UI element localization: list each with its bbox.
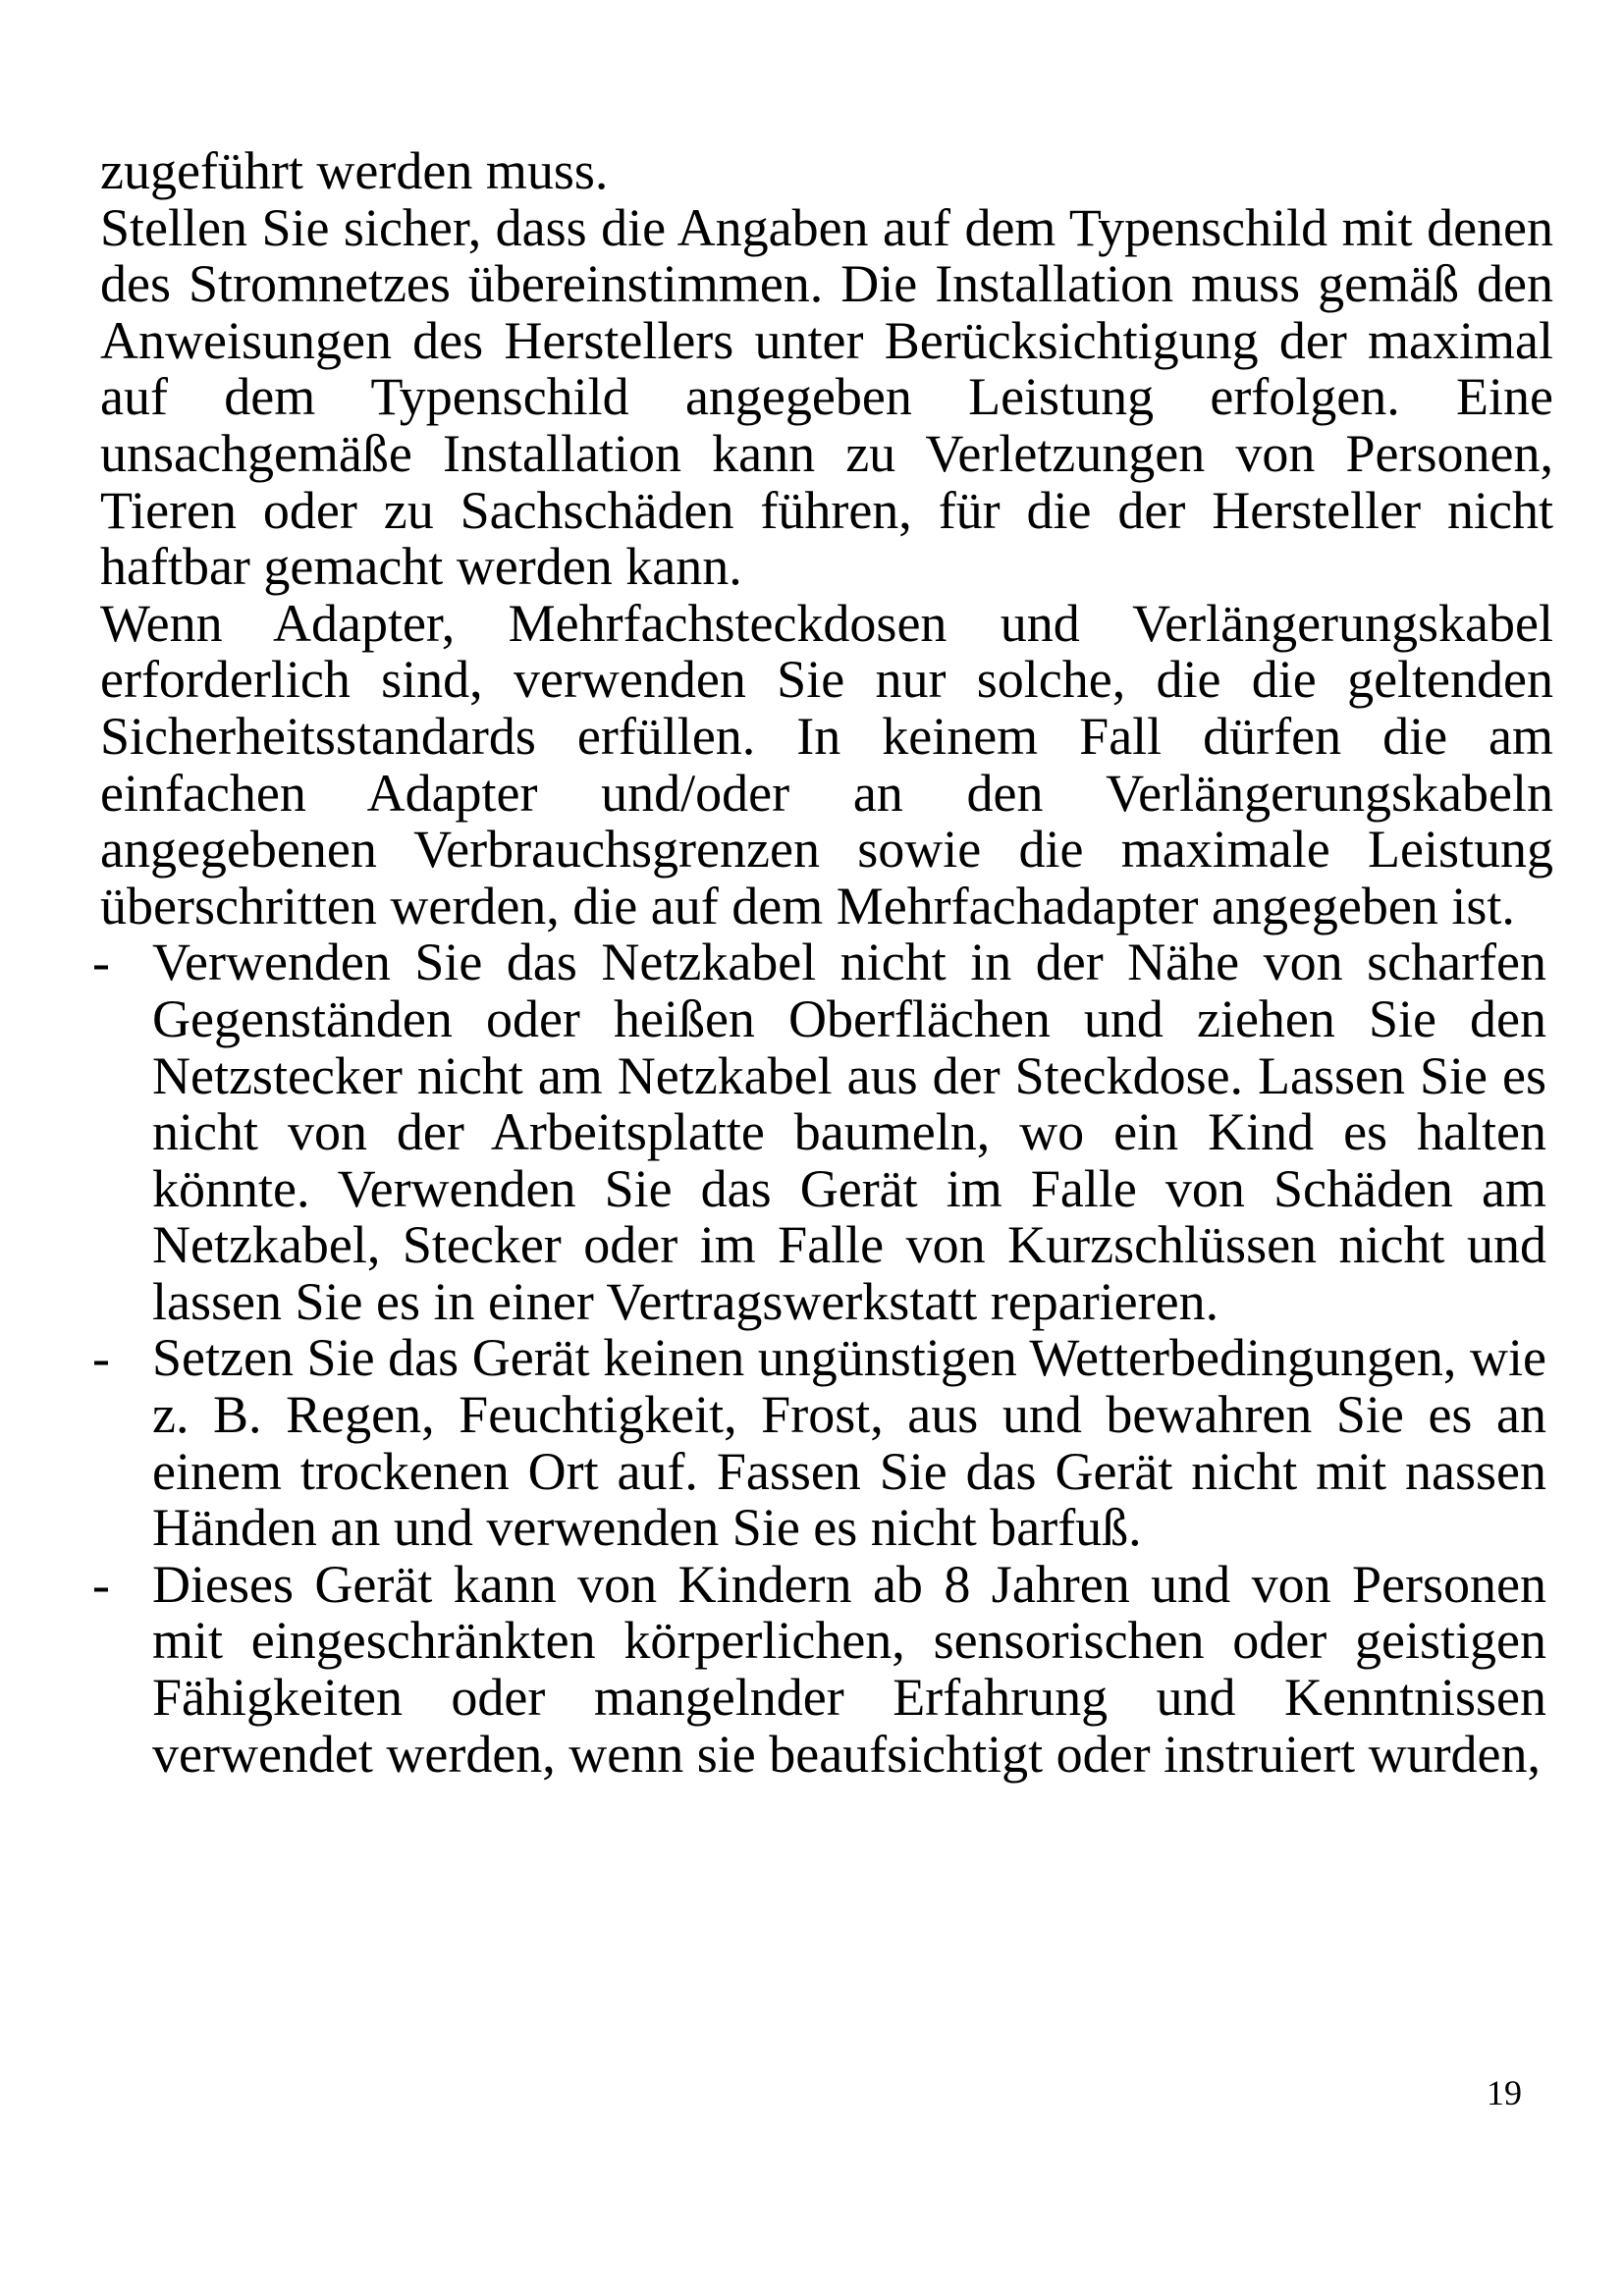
list-item-text: Verwenden Sie das Netzkabel nicht in der Nähe von scharfen Gegenständen oder heißen Oberflächen und ziehen Sie den Netzstecker nicht am Netzkabel aus der Steckdose. Lassen Sie es nicht von der Arbeitsplatte baumeln, wo ein Kind es halten könnte. Verwenden Sie das Gerät im Falle von Schäden am Netzkabel, Stecker oder im Falle von Kurzschlüssen nicht und lassen Sie es in einer Vertragswerkstatt reparieren. bbox=[152, 933, 1546, 1331]
bullet-dash: - bbox=[92, 1328, 110, 1388]
list-item-weather bbox=[92, 1328, 1553, 1558]
list-item-power-cord bbox=[92, 933, 1553, 1331]
bullet-dash: - bbox=[92, 1554, 110, 1614]
list-item-text: Dieses Gerät kann von Kindern ab 8 Jahren und von Personen mit eingeschränkten körperlichen, sensorischen oder geistigen Fähigkeiten oder mangelnder Erfahrung und Kenntnissen verwendet werden, wenn sie beaufsichtigt oder instruiert wurden, bbox=[152, 1554, 1546, 1784]
list-item-text: Setzen Sie das Gerät keinen ungünstigen Wetterbedingungen, wie z. B. Regen, Feuchtigkeit, Frost, aus und bewahren Sie es an einem trockenen Ort auf. Fassen Sie das Gerät nicht mit nassen Händen an und verwenden Sie es nicht barfuß. bbox=[152, 1328, 1546, 1558]
page-number: 19 bbox=[1487, 2073, 1522, 2112]
paragraph-adapters: Wenn Adapter, Mehrfachsteckdosen und Verlängerungskabel erforderlich sind, verwenden Sie nur solche, die die geltenden Sicherheitsstandards erfüllen. In keinem Fall dürfen die am einfachen Adapter und/oder an den Verlängerungskabeln angegebenen Verbrauchsgrenzen sowie die maximale Leistung überschritten werden, die auf dem Mehrfachadapter angegeben ist. bbox=[100, 593, 1553, 935]
safety-list bbox=[92, 933, 1553, 1784]
paragraph-rating-plate: Stellen Sie sicher, dass die Angaben auf dem Typenschild mit denen des Stromnetzes übereinstimmen. Die Installation muss gemäß den Anweisungen des Herstellers unter Berücksichtigung der maximal auf dem Typenschild angegeben Leistung erfolgen. Eine unsachgemäße Installation kann zu Verletzungen von Personen, Tieren oder zu Sachschäden führen, für die der Hersteller nicht haftbar gemacht werden kann. bbox=[100, 197, 1553, 597]
page-body bbox=[92, 141, 1553, 1784]
bullet-dash: - bbox=[92, 933, 110, 992]
paragraph-continuation: zugeführt werden muss. bbox=[100, 141, 609, 200]
list-item-children bbox=[92, 1554, 1553, 1784]
